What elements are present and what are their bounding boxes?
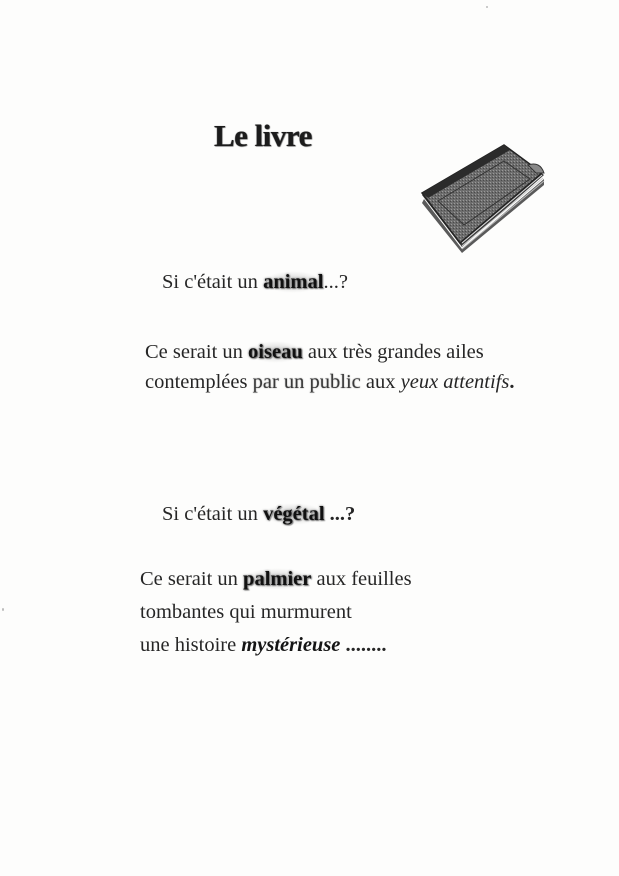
question-suffix: ...?	[324, 503, 356, 525]
answer-end: .	[509, 371, 515, 393]
question-animal	[162, 271, 348, 294]
answer-vegetal-line-3	[140, 634, 387, 657]
answer-smudged-text: par un public	[252, 371, 361, 393]
keyword-palmier: palmier	[243, 568, 312, 590]
answer-vegetal-line-2	[140, 601, 352, 624]
scan-speck	[486, 6, 488, 8]
question-suffix: ...?	[323, 271, 348, 293]
italic-phrase: yeux attentifs	[400, 371, 510, 393]
answer-vegetal-line-1	[140, 568, 412, 591]
keyword-animal: animal	[263, 271, 324, 293]
question-vegetal	[162, 503, 355, 526]
answer-prefix: contemplées	[145, 371, 253, 393]
answer-rest: aux très grandes ailes	[302, 341, 484, 363]
page-title: Le livre	[214, 118, 312, 153]
answer-mid: aux	[360, 371, 401, 393]
keyword-oiseau: oiseau	[248, 341, 303, 363]
answer-prefix: Ce serait un	[145, 341, 249, 363]
ellipsis-dots: ........	[340, 634, 387, 656]
answer-prefix: Ce serait un	[140, 568, 244, 590]
book-icon	[418, 143, 548, 253]
scan-speck	[2, 608, 4, 611]
question-prefix: Si c'était un	[162, 271, 264, 293]
answer-animal-line-2	[145, 371, 514, 394]
answer-rest: aux feuilles	[311, 568, 412, 590]
emphasis-mysterieuse: mystérieuse	[241, 634, 341, 656]
keyword-vegetal: végétal	[263, 503, 325, 525]
answer-animal-line-1	[145, 341, 484, 364]
answer-prefix: une histoire	[140, 634, 242, 656]
question-prefix: Si c'était un	[162, 503, 264, 525]
answer-text: tombantes qui murmurent	[140, 601, 352, 623]
